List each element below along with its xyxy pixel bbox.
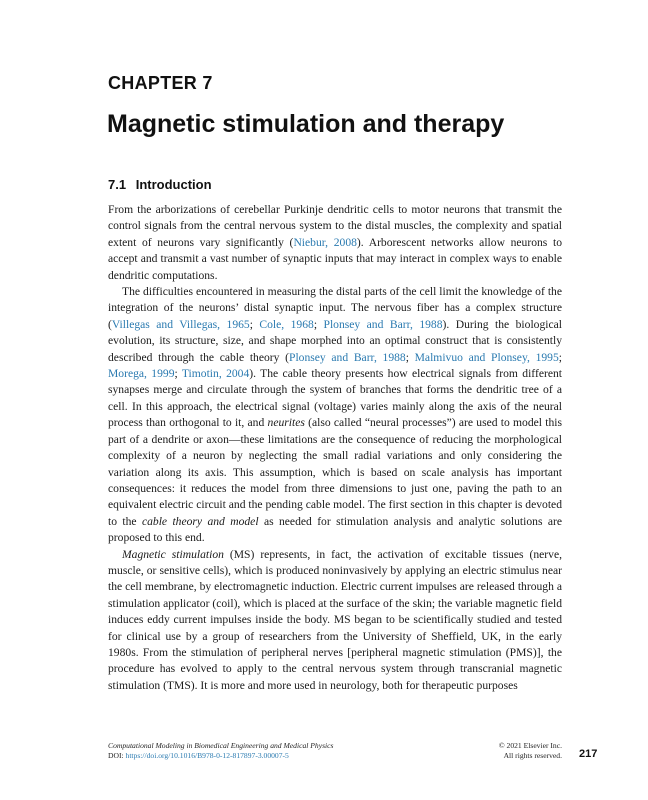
text-run: as needed for stimulation analysis and analytic solutions are proposed to this end. <box>108 514 562 545</box>
chapter-title: Magnetic stimulation and therapy <box>107 110 505 138</box>
book-title: Computational Modeling in Biomedical Engineering and Medical Physics <box>108 741 334 750</box>
text-run: ; <box>249 317 260 331</box>
text-run: ). Arborescent networks allow neurons to accept and transmit a vast number of synaptic inputs that may interact in complex ways to enable dendritic computations. <box>108 235 562 282</box>
text-run: The difficulties encountered in measuring the distal parts of the cell limit the knowledge of the integration of the neurons’ distal synaptic input. The nervous fiber has a complex structure ( <box>108 285 562 331</box>
paragraph <box>108 547 562 695</box>
paragraph <box>108 284 562 547</box>
text-run: ). During the biological evolution, its structure, size, and shape morphed into an optimal construct that is consistently described through the cable theory ( <box>108 317 563 364</box>
text-run: ; <box>174 367 182 381</box>
text-run: From the arborizations of cerebellar Purkinje dendritic cells to motor neurons that transmit the control signals from the central nervous system to the distal muscles, the complexity and spatial extent of neurons vary significantly ( <box>108 203 562 249</box>
citation-link[interactable]: Plonsey and Barr, 1988 <box>289 350 406 364</box>
body-text <box>108 202 562 694</box>
footer-left <box>108 741 333 761</box>
emphasized-term: Magnetic stimulation <box>122 547 224 561</box>
copyright: © 2021 Elsevier Inc. <box>498 741 562 750</box>
section-number: 7.1 <box>108 177 127 192</box>
text-run: ; <box>405 350 415 364</box>
paragraph <box>108 202 562 284</box>
citation-link[interactable]: Cole, 1968 <box>259 317 314 331</box>
chapter-label: CHAPTER 7 <box>108 73 213 93</box>
emphasized-term: cable theory and model <box>141 514 259 528</box>
citation-link[interactable]: Morega, 1999 <box>108 367 175 381</box>
footer-right <box>470 741 562 761</box>
page-number: 217 <box>579 748 598 760</box>
text-run: ; <box>558 350 562 364</box>
doi-label: DOI: <box>108 751 126 760</box>
text-run: (MS) represents, in fact, the activation of excitable tissues (nerve, muscle, or sensitive cells), which is produced noninvasively by applying an electric stimulus near the cell membrane, by electromagnetic induction. Electric current impulses are released through a stimulation applicator (coil), which is placed at the surface of the skin; the variable magnetic field induces eddy current impulses inside the body. MS began to be scientifically studied and tested for clinical use by a group of researchers from the University of Sheffield, UK, in the early 1980s. From the stimulation of peripheral nerves [peripheral magnetic stimulation (PMS)], the procedure has evolved to apply to the central nervous system through transcranial magnetic stimulation (TMS). It is more and more used in neurology, both for therapeutic purposes <box>108 547 562 692</box>
text-run: (also called “neural processes”) are used to model this part of a dendrite or axon—these limitations are the consequence of reducing the morphological complexity of a neuron by neglecting the small radial variations and only considering the variation along its axis. This assumption, which is based on scale analysis has important consequences: it reduces the model from three dimensions to just one, paving the path to an equivalent electric circuit and the pending cable model. The first section in this chapter is devoted to the <box>108 416 563 528</box>
text-run: ). The cable theory presents how electrical signals from different synapses merge and circulate through the system of branches that forms the dendritic tree of a cell. In this approach, the electrical signal (voltage) varies mainly along the axis of the neural process than orthogonal to it, and <box>108 367 562 430</box>
text-run: ; <box>313 317 324 331</box>
citation-link[interactable]: Plonsey and Barr, 1988 <box>323 317 443 331</box>
citation-link[interactable]: Niebur, 2008 <box>293 235 357 249</box>
citation-link[interactable]: Malmivuo and Plonsey, 1995 <box>414 350 559 364</box>
citation-link[interactable]: Timotin, 2004 <box>181 367 250 381</box>
section-title: Introduction <box>135 177 212 192</box>
citation-link[interactable]: Villegas and Villegas, 1965 <box>111 317 250 331</box>
rights-notice: All rights reserved. <box>503 751 562 760</box>
section-heading <box>108 177 212 192</box>
doi-link[interactable]: https://doi.org/10.1016/B978-0-12-817897-3.00007-5 <box>125 751 289 760</box>
emphasized-term: neurites <box>267 416 305 430</box>
